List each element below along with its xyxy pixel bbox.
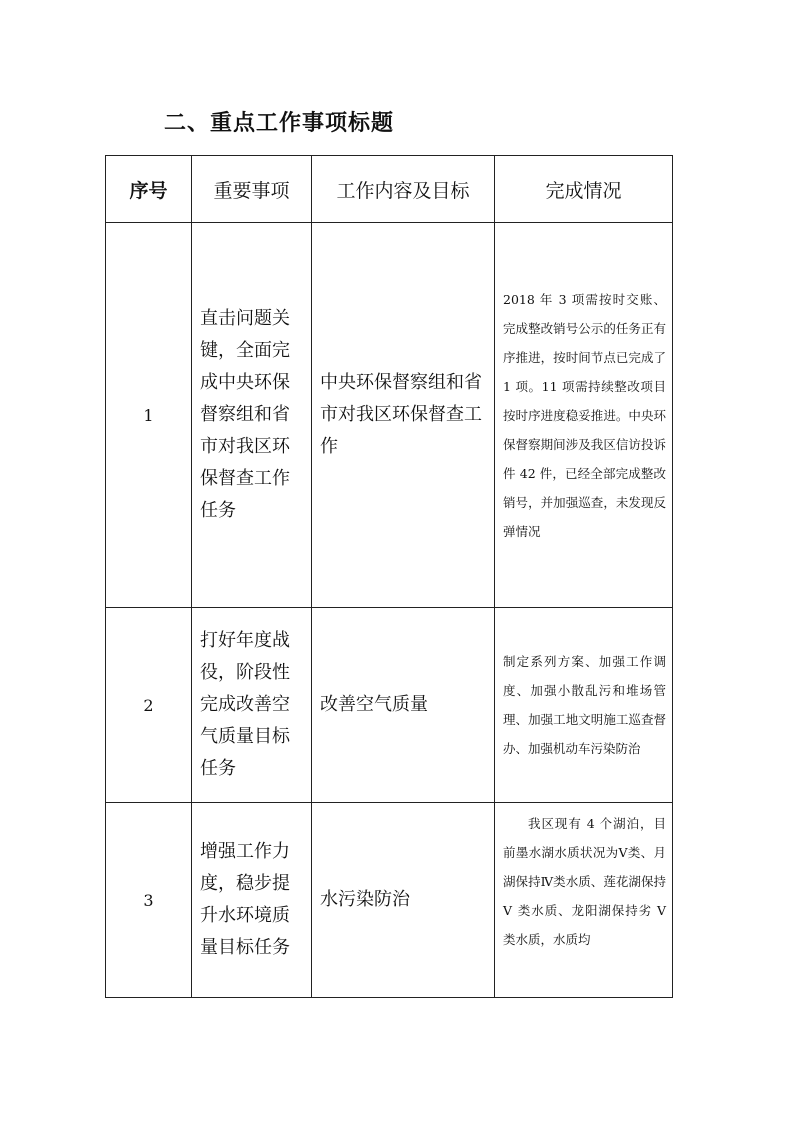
section-heading: 二、重点工作事项标题 — [164, 111, 395, 136]
row-item: 直击问题关键，全面完成中央环保督察组和省市对我区环保督查工作任务 — [192, 223, 312, 608]
key-work-table — [105, 155, 673, 998]
header-status: 完成情况 — [495, 156, 673, 223]
table-row — [106, 803, 673, 998]
header-item: 重要事项 — [192, 156, 312, 223]
row-status: 2018 年 3 项需按时交账、完成整改销号公示的任务正有序推进，按时间节点已完成了 1 项。11 项需持续整改项目按时序进度稳妥推进。中央环保督察期间涉及我区信访投诉件 42 件，已经全部完成整改销号，并加强巡查，未发现反弹情况 — [495, 223, 673, 608]
row-status: 我区现有 4 个湖泊，目前墨水湖水质状况为Ⅴ类、月湖保持Ⅳ类水质、莲花湖保持 Ⅴ 类水质、龙阳湖保持劣 Ⅴ 类水质，水质均 — [495, 803, 673, 998]
row-seq: 2 — [106, 608, 192, 803]
table-header-row — [106, 156, 673, 223]
row-status: 制定系列方案、加强工作调度、加强小散乱污和堆场管理、加强工地文明施工巡查督办、加强机动车污染防治 — [495, 608, 673, 803]
row-content: 水污染防治 — [312, 803, 495, 998]
table-row — [106, 608, 673, 803]
header-seq: 序号 — [106, 156, 192, 223]
row-item: 打好年度战役，阶段性完成改善空气质量目标任务 — [192, 608, 312, 803]
table-row — [106, 223, 673, 608]
row-content: 中央环保督察组和省市对我区环保督查工作 — [312, 223, 495, 608]
row-item: 增强工作力度，稳步提升水环境质量目标任务 — [192, 803, 312, 998]
row-content: 改善空气质量 — [312, 608, 495, 803]
row-seq: 3 — [106, 803, 192, 998]
header-content: 工作内容及目标 — [312, 156, 495, 223]
row-seq: 1 — [106, 223, 192, 608]
